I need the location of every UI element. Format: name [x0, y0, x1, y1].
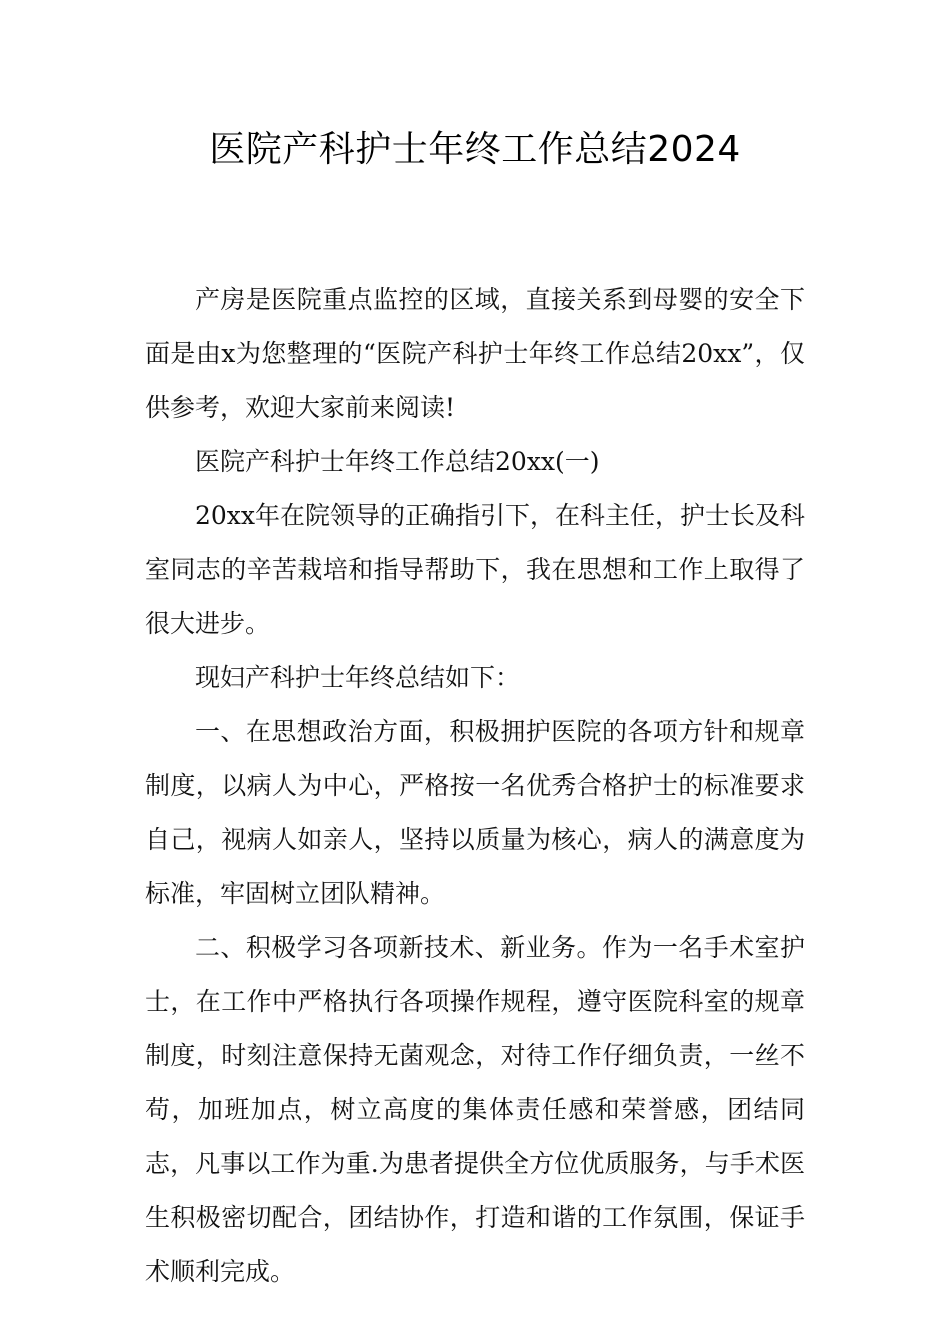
document-body — [145, 273, 805, 1299]
document-title: 医院产科护士年终工作总结2024 — [209, 129, 741, 170]
paragraph-point-two: 二、积极学习各项新技术、新业务。作为一名手术室护士，在工作中严格执行各项操作规程，遵守医院科室的规章制度，时刻注意保持无菌观念，对待工作仔细负责，一丝不苟，加班加点，树立高度的集体责任感和荣誉感，团结同志，凡事以工作为重.为患者提供全方位优质服务，与手术医生积极密切配合，团结协作，打造和谐的工作氛围，保证手术顺利完成。 — [145, 933, 805, 1286]
paragraph-intro: 产房是医院重点监控的区域，直接关系到母婴的安全下面是由x为您整理的“医院产科护士年终工作总结20xx”，仅供参考，欢迎大家前来阅读! — [145, 285, 805, 422]
paragraph-section-heading: 医院产科护士年终工作总结20xx(一) — [195, 447, 600, 476]
paragraph-point-one: 一、在思想政治方面，积极拥护医院的各项方针和规章制度，以病人为中心，严格按一名优秀合格护士的标准要求自己，视病人如亲人，坚持以质量为核心，病人的满意度为标准，牢固树立团队精神。 — [145, 717, 805, 908]
paragraph-overview: 20xx年在院领导的正确指引下，在科主任，护士长及科室同志的辛苦栽培和指导帮助下，我在思想和工作上取得了很大进步。 — [145, 501, 806, 638]
paragraph-summary-lead: 现妇产科护士年终总结如下： — [195, 663, 521, 692]
